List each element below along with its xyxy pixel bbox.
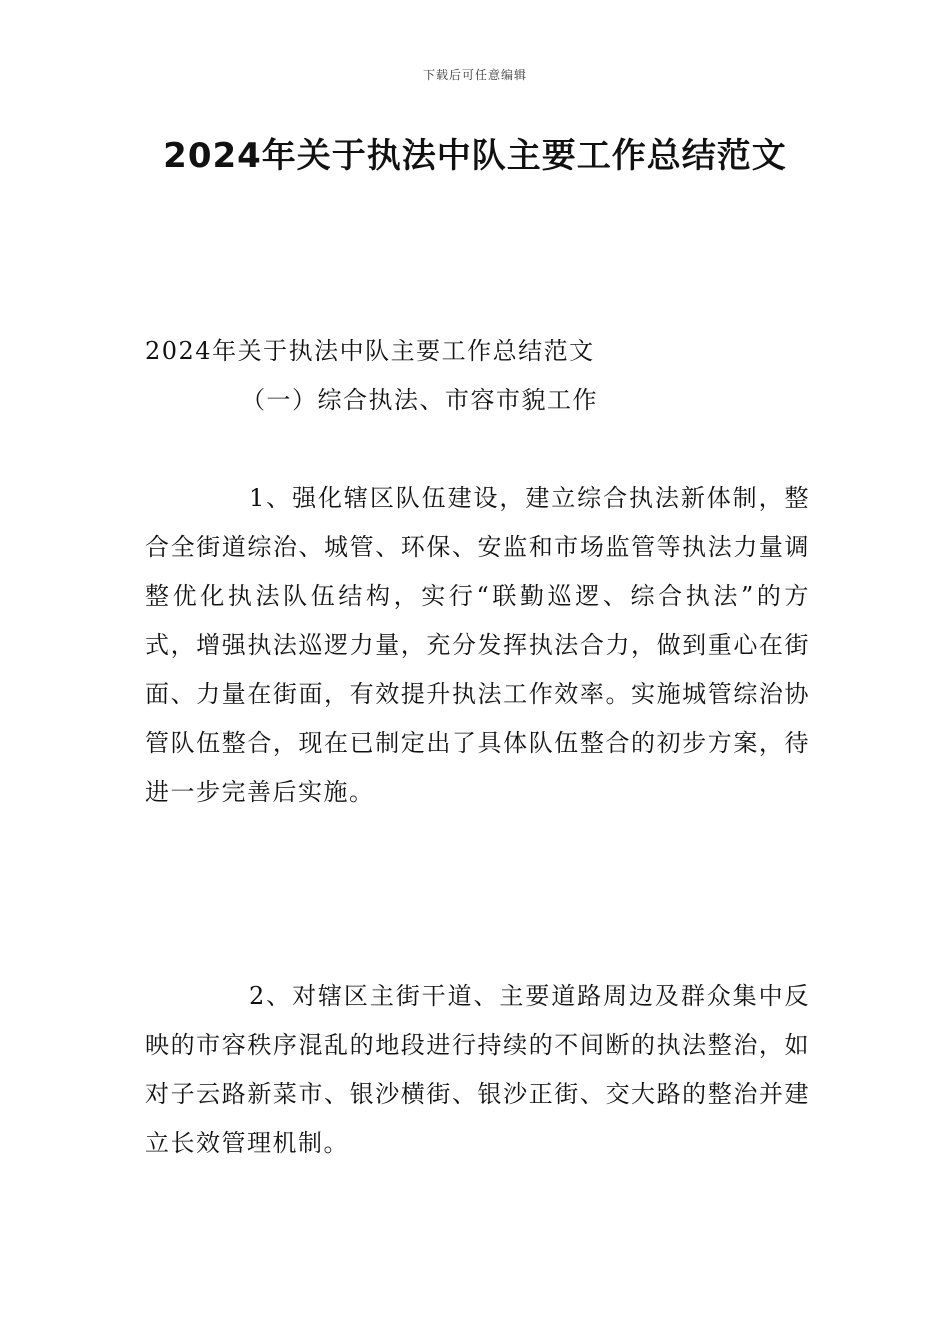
paragraph-1: 1、强化辖区队伍建设，建立综合执法新体制，整合全街道综治、城管、环保、安监和市场监管等执法力量调整优化执法队伍结构，实行“联勤巡逻、综合执法”的方式，增强执法巡逻力量，充分发挥执法合力，做到重心在街面、力量在街面，有效提升执法工作效率。实施城管综治协管队伍整合，现在已制定出了具体队伍整合的初步方案，待进一步完善后实施。: [145, 484, 810, 806]
document-title: 2024年关于执法中队主要工作总结范文: [163, 136, 787, 176]
paragraph-2: 2、对辖区主街干道、主要道路周边及群众集中反映的市容秩序混乱的地段进行持续的不间断的执法整治，如对子云路新菜市、银沙横街、银沙正街、交大路的整治并建立长效管理机制。: [145, 982, 810, 1157]
header-note: 下载后可任意编辑: [422, 68, 527, 82]
document-subtitle: 2024年关于执法中队主要工作总结范文: [145, 337, 595, 365]
section-heading: （一）综合执法、市容市貌工作: [241, 386, 598, 414]
